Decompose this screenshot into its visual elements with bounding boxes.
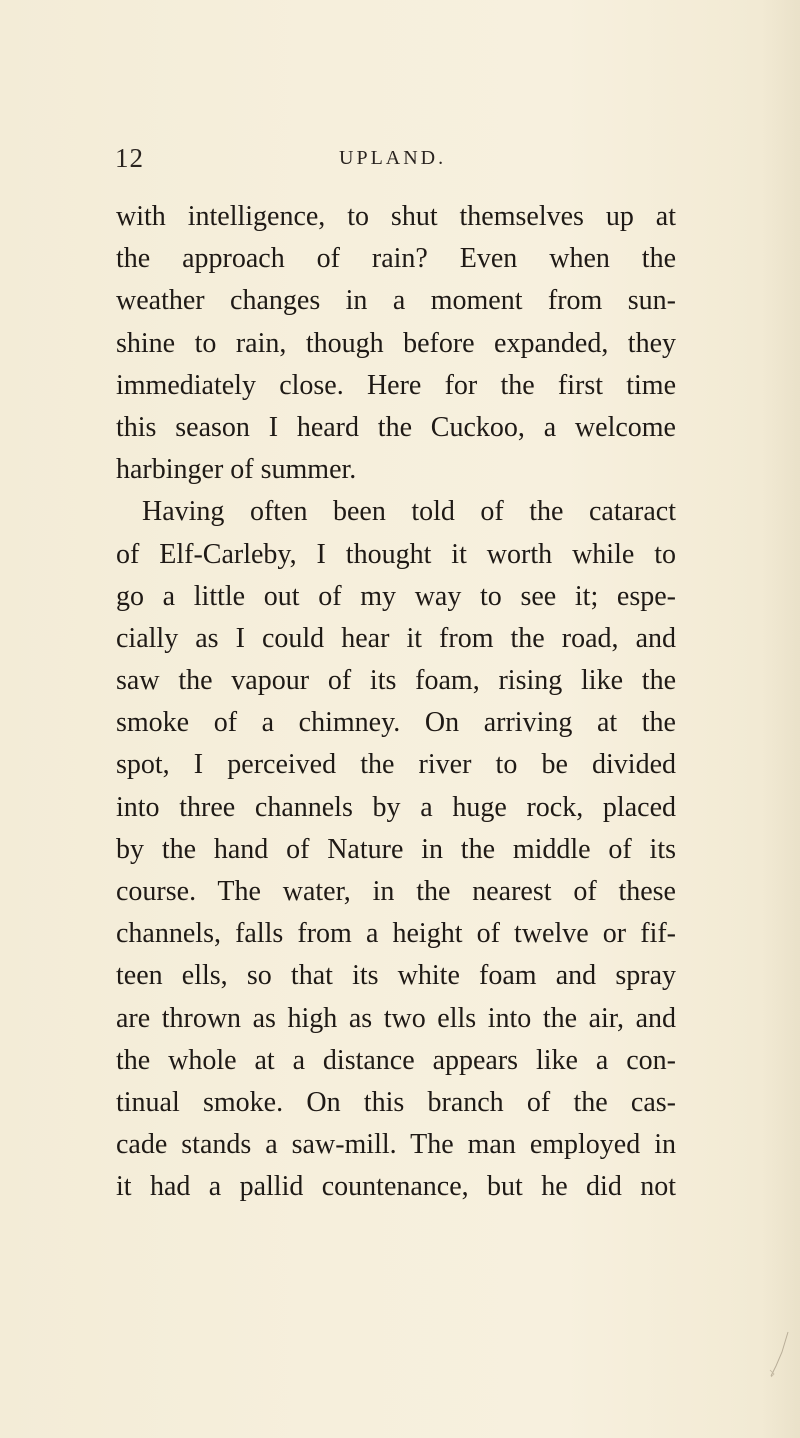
text-line: with intelligence, to shut themselves up at — [116, 201, 676, 232]
pencil-mark — [768, 1330, 790, 1380]
text-line: teen ells, so that its white foam and spray — [116, 960, 676, 992]
text-line: the approach of rain? Even when the — [116, 243, 676, 275]
text-line: of Elf-Carleby, I thought it worth while to — [116, 538, 676, 570]
text-line: Having often been told of the cataract — [142, 496, 676, 528]
text-line: immediately close. Here for the first time — [116, 369, 676, 401]
running-header — [115, 143, 675, 183]
running-title: UPLAND. — [339, 147, 447, 169]
text-line: the whole at a distance appears like a con- — [116, 1044, 676, 1076]
text-line: this season I heard the Cuckoo, a welcome — [116, 411, 676, 443]
text-line: go a little out of my way to see it; espe- — [116, 580, 676, 612]
text-line: saw the vapour of its foam, rising like the — [116, 665, 676, 697]
text-line: shine to rain, though before expanded, they — [116, 327, 676, 359]
text-line: smoke of a chimney. On arriving at the — [116, 707, 676, 739]
text-line: into three channels by a huge rock, placed — [116, 791, 676, 823]
text-line: spot, I perceived the river to be divided — [116, 749, 676, 781]
body-text — [116, 196, 676, 1209]
text-line: harbinger of summer. — [116, 454, 357, 486]
text-line: channels, falls from a height of twelve or fif- — [116, 918, 676, 950]
text-line: cade stands a saw-mill. The man employed in — [116, 1129, 676, 1161]
text-line: are thrown as high as two ells into the air, and — [116, 1002, 676, 1034]
text-line: tinual smoke. On this branch of the cas- — [116, 1086, 676, 1118]
page-number: 12 — [115, 143, 144, 173]
page-edge-shadow — [760, 0, 800, 1438]
text-line: it had a pallid countenance, but he did not — [116, 1171, 676, 1203]
text-line: cially as I could hear it from the road, and — [116, 622, 676, 654]
text-line: by the hand of Nature in the middle of its — [116, 833, 676, 865]
text-line: weather changes in a moment from sun- — [116, 285, 676, 317]
text-line: course. The water, in the nearest of these — [116, 876, 676, 907]
